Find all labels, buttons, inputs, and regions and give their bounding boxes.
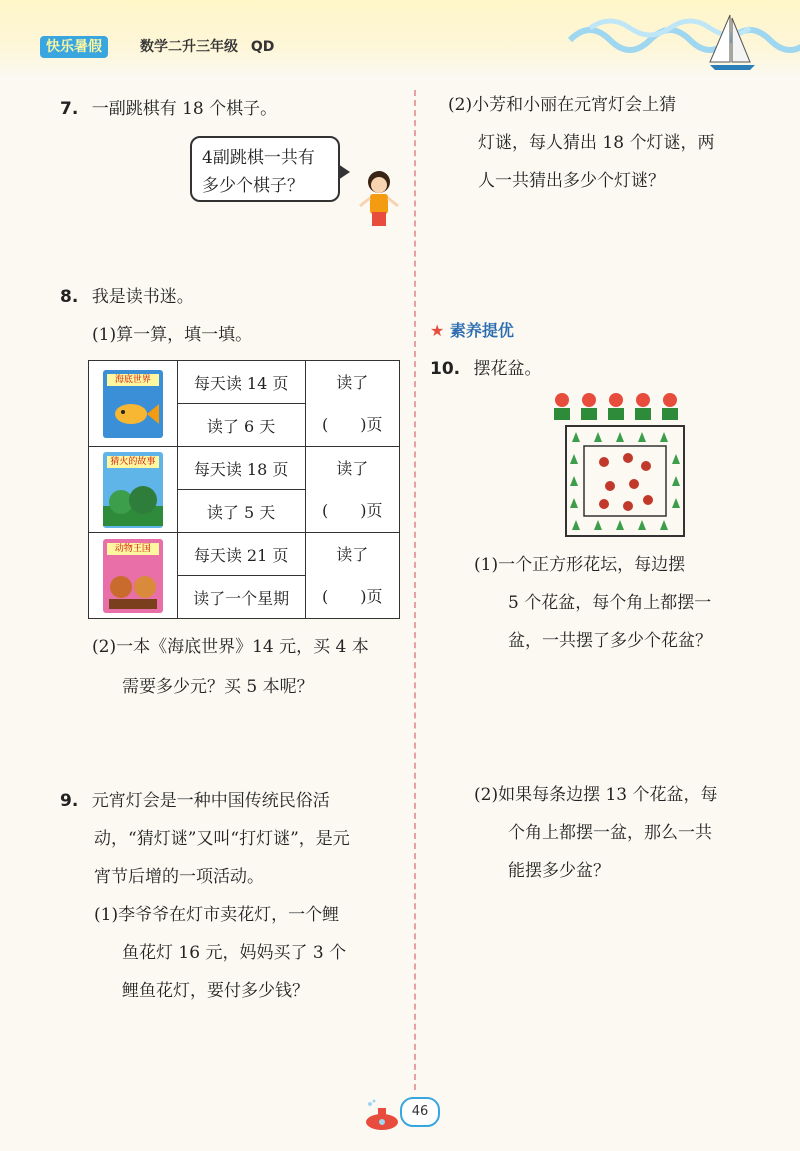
rate-cell: 每天读 18 页	[177, 447, 305, 490]
result-cell	[305, 361, 399, 447]
days-cell: 读了 5 天	[177, 490, 305, 533]
table-row	[89, 361, 400, 404]
q10-number: 10.	[430, 359, 461, 379]
bubble-line-2: 多少个棋子？	[202, 176, 304, 196]
book-cover-icon	[103, 539, 163, 613]
edition-label: QD	[250, 39, 275, 55]
q9-part2-line1: (2)小芳和小丽在元宵灯会上猜	[448, 95, 677, 115]
q10-part2-line2: 个角上都摆一盆，那么一共	[508, 823, 712, 843]
q10-part1-line1: (1)一个正方形花坛，每边摆	[474, 555, 686, 575]
rate-cell: 每天读 21 页	[177, 533, 305, 576]
q9-part2-line3: 人一共猜出多少个灯谜？	[478, 171, 665, 191]
top-flower-row	[554, 393, 678, 420]
q9-body-1: 元宵灯会是一种中国传统民俗活	[91, 791, 330, 811]
result-label: 读了	[336, 458, 369, 478]
days-cell: 读了 6 天	[177, 404, 305, 447]
book-title	[140, 36, 274, 58]
book-title: 动物王国	[107, 543, 159, 555]
q10-text	[430, 350, 542, 388]
book-cover-cell	[89, 447, 178, 533]
book-cover-cell	[89, 361, 178, 447]
q10-part1-line3: 盆，一共摆了多少个花盆？	[508, 631, 712, 651]
q9-line1	[60, 782, 330, 820]
q8-part1: (1)算一算，填一填。	[92, 325, 253, 345]
table-row	[89, 447, 400, 490]
q7-number: 7.	[60, 99, 79, 119]
inner-flowers	[599, 453, 653, 511]
page-header	[0, 0, 800, 78]
result-cell	[305, 447, 399, 533]
submarine-icon	[362, 1098, 402, 1132]
q10-body: 摆花盆。	[473, 359, 542, 379]
column-divider	[414, 90, 416, 1090]
grade-label: 数学二升三年级	[140, 39, 238, 55]
q8-body: 我是读书迷。	[91, 287, 194, 307]
q7-text	[60, 90, 277, 128]
book-cover-icon	[103, 370, 163, 438]
book-cover-cell	[89, 533, 178, 619]
sailboat-icon	[560, 10, 800, 70]
q9-part1-line2: 鱼花灯 16 元，妈妈买了 3 个	[122, 943, 347, 963]
q7-body: 一副跳棋有 18 个棋子。	[91, 99, 278, 119]
fish-icon	[103, 394, 163, 434]
series-badge: 快乐暑假	[40, 36, 108, 58]
q9-part1-line1: (1)李爷爷在灯市卖花灯，一个鲤	[94, 905, 340, 925]
rate-cell: 每天读 14 页	[177, 361, 305, 404]
q9-line3: 宵节后增的一项活动。	[94, 867, 264, 887]
q10-part1-line2: 5 个花盆，每个角上都摆一	[508, 593, 712, 613]
answer-blank[interactable]: ( )页	[322, 586, 383, 606]
book-cover-icon	[103, 452, 163, 528]
book-title: 海底世界	[107, 374, 159, 386]
result-cell	[305, 533, 399, 619]
days-cell: 读了一个星期	[177, 576, 305, 619]
flower-bed-diagram	[548, 390, 688, 540]
q9-part1-line3: 鲤鱼花灯，要付多少钱？	[122, 981, 309, 1001]
q9-part2-line2: 灯谜，每人猜出 18 个灯谜，两	[478, 133, 715, 153]
section-tag	[430, 318, 514, 341]
result-label: 读了	[336, 372, 369, 392]
tree-icon	[103, 476, 163, 526]
girl-illustration-icon	[354, 168, 404, 230]
table-row	[89, 533, 400, 576]
reading-table	[88, 360, 400, 619]
q8-number: 8.	[60, 287, 79, 307]
q9-line2: 动，“猜灯谜”又叫“打灯谜”，是元	[94, 829, 350, 849]
section-label: 素养提优	[449, 321, 514, 340]
bubble-line-1: 4副跳棋一共有	[202, 148, 315, 168]
book-title: 猜火的故事	[107, 456, 159, 468]
star-icon: ★	[430, 321, 445, 340]
answer-blank[interactable]: ( )页	[322, 414, 383, 434]
q8-part2-line2: 需要多少元？买 5 本呢？	[122, 677, 314, 697]
page-number: 46	[400, 1097, 440, 1127]
speech-bubble	[190, 136, 340, 202]
q10-part2-line3: 能摆多少盆？	[508, 861, 610, 881]
q8-part2-line1: (2)一本《海底世界》14 元，买 4 本	[92, 637, 369, 657]
answer-blank[interactable]: ( )页	[322, 500, 383, 520]
q10-part2-line1: (2)如果每条边摆 13 个花盆，每	[474, 785, 718, 805]
q9-number: 9.	[60, 791, 79, 811]
animals-icon	[103, 561, 163, 611]
q8-text	[60, 278, 194, 316]
result-label: 读了	[336, 544, 369, 564]
